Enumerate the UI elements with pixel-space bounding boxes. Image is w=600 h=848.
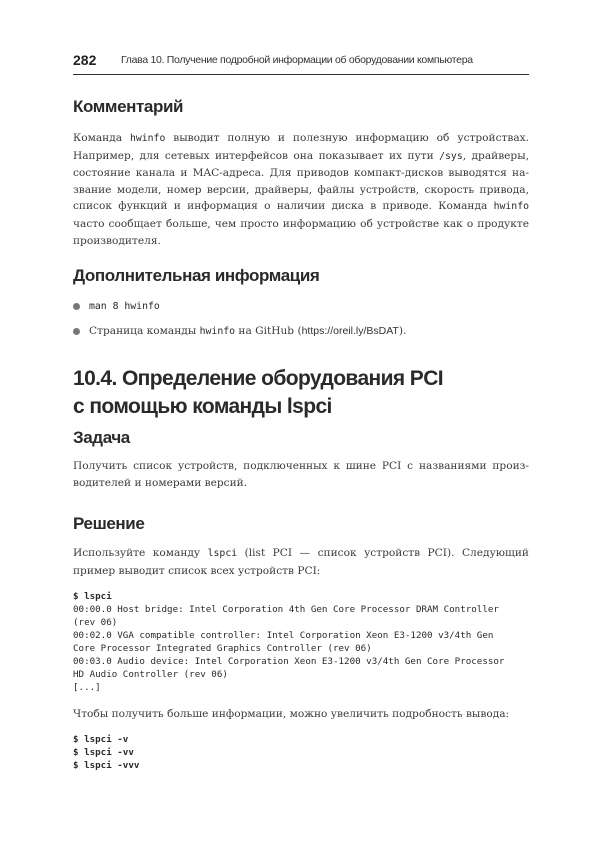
text-line [73, 216, 529, 233]
inline-code: hwinfo [129, 133, 166, 144]
code-block-verbose [73, 733, 543, 772]
code-output-line: 00:00.0 Host bridge: Intel Corporation 4th Gen Core Processor DRAM Controller [73, 604, 499, 615]
bullet-icon [73, 328, 80, 335]
bullet-icon [73, 303, 80, 310]
page-header [73, 52, 529, 75]
inline-code: hwinfo [493, 201, 529, 213]
github-link[interactable]: https://oreil.ly/BsDAT [301, 325, 399, 337]
section-title [73, 365, 443, 421]
more-info-list [73, 298, 529, 348]
section-title-line2: с помощью команды lspci [73, 395, 332, 418]
text-segment: Команда [73, 132, 130, 144]
comment-heading: Комментарий [73, 97, 184, 116]
code-command-line: $ lspci -v [73, 734, 129, 745]
github-text-a: Страница команды [89, 325, 200, 337]
text-line [73, 165, 529, 182]
page-number: 282 [73, 52, 97, 68]
running-title: Глава 10. Получение подробной информации об оборудовании компьютера [121, 54, 473, 66]
text-line [73, 458, 529, 475]
text-line [73, 475, 529, 492]
text-segment: состояние канала и MAC-адреса. Для приводов компакт-дисков выводятся на- [73, 167, 529, 180]
text-line [73, 198, 529, 216]
text-segment: выводит полную и полезную информацию об устройствах. [165, 132, 529, 144]
text-segment: водителей и номерами версий. [73, 476, 248, 489]
text-line [73, 130, 529, 148]
task-paragraph [73, 458, 529, 491]
code-command-line: $ lspci -vvv [73, 760, 140, 771]
inline-code: /sys [439, 150, 463, 162]
text-segment: (list PCI — список устройств PCI). Следующий [237, 547, 529, 559]
more-info-heading: Дополнительная информация [73, 266, 320, 285]
code-output-line: Core Processor Integrated Graphics Controller (rev 06) [73, 643, 372, 654]
solution-heading: Решение [73, 514, 145, 533]
text-segment: список функций и информация о наличии диска в приводе. Команда [73, 200, 494, 213]
inline-code: lspci [207, 548, 238, 559]
text-line [73, 148, 529, 166]
code-command-line: $ lspci [73, 591, 112, 602]
code-output-line: [...] [73, 682, 101, 693]
text-line [73, 182, 529, 199]
list-item [73, 298, 529, 323]
text-segment: звание модели, номер версии, драйверы, файлы устройств, скорость привода, [73, 183, 529, 196]
code-command-line: $ lspci -vv [73, 747, 134, 758]
text-segment: производителя. [73, 234, 161, 247]
code-output-line: 00:03.0 Audio device: Intel Corporation Xeon E3-1200 v3/4th Gen Core Processor [73, 656, 505, 667]
comment-paragraph [73, 130, 529, 249]
code-output-line: 00:02.0 VGA compatible controller: Intel Corporation Xeon E3-1200 v3/4th Gen [73, 630, 494, 641]
after-code-paragraph [73, 706, 529, 723]
text-line [73, 545, 529, 563]
text-segment: , драйверы, [462, 149, 530, 162]
section-title-line1: 10.4. Определение оборудования PCI [73, 367, 444, 390]
text-segment: Получить список устройств, подключенных к шине PCI с названиями произ- [73, 460, 529, 472]
task-heading: Задача [73, 428, 130, 447]
code-output-line: HD Audio Controller (rev 06) [73, 669, 228, 680]
github-text-b: на GitHub ( [235, 325, 302, 337]
code-output-line: (rev 06) [73, 617, 118, 628]
code-block-lspci [73, 590, 543, 694]
text-line [73, 233, 529, 250]
github-command: hwinfo [199, 326, 236, 337]
text-line: Чтобы получить больше информации, можно увеличить подробность вывода: [73, 708, 510, 720]
text-segment: часто сообщает больше, чем просто информацию об устройстве как о продукте [73, 217, 529, 230]
text-line [73, 563, 529, 580]
text-segment: пример выводит список всех устройств PCI: [73, 564, 321, 577]
text-segment: Используйте команду [73, 547, 208, 559]
solution-paragraph [73, 545, 529, 579]
man-command: man 8 hwinfo [89, 301, 160, 312]
text-segment: Например, для сетевых интерфейсов она показывает их пути [73, 149, 440, 162]
book-page [73, 0, 529, 848]
list-item [73, 323, 529, 348]
github-text-c: ). [398, 325, 407, 337]
